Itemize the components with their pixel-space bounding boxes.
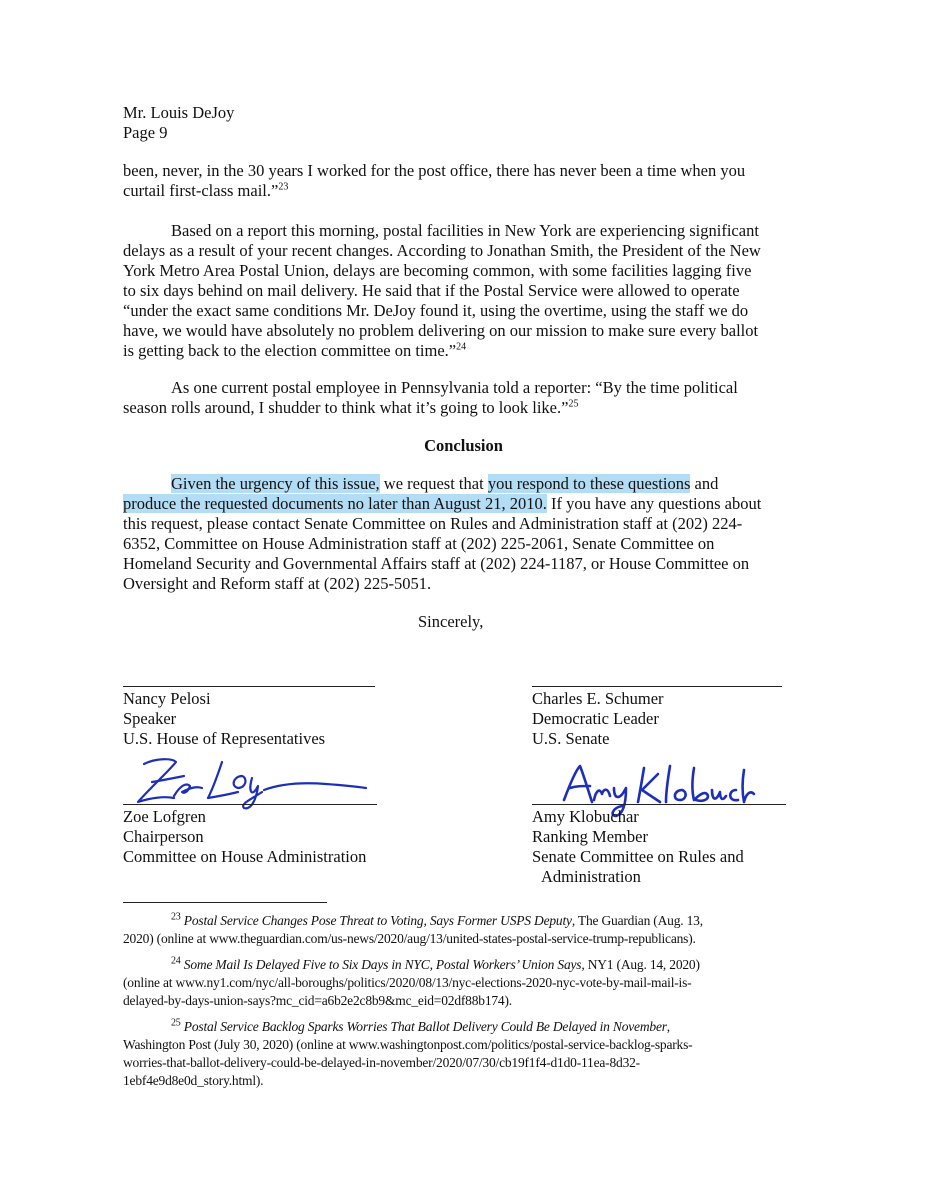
footnote-25-line-2: Washington Post (July 30, 2020) (online at www.washingtonpost.com/politics/postal-service-backlog-sparks-: [123, 1037, 693, 1052]
highlight-deadline[interactable]: produce the requested documents no later than August 21, 2010.: [123, 494, 547, 513]
klobuchar-title: Ranking Member: [532, 827, 648, 846]
footnote-ref-25: 25: [568, 398, 579, 410]
conclusion-text-1b: we request that: [379, 474, 488, 493]
footnote-24-line-2: (online at www.ny1.com/nyc/all-boroughs/politics/2020/08/13/nyc-elections-2020-nyc-vote-by-mail-mail-is-: [123, 975, 692, 990]
p2-line-7-text: is getting back to the election committee on time.”: [123, 341, 457, 360]
footnote-ref-23: 23: [278, 181, 289, 193]
klobuchar-name: Amy Klobuchar: [532, 807, 639, 826]
signature-line-pelosi: [123, 686, 375, 687]
highlight-urgency[interactable]: Given the urgency of this issue,: [171, 474, 380, 493]
conclusion-line-1: [171, 474, 718, 494]
conclusion-line-2: [123, 494, 761, 514]
footnote-25-line-3: worries-that-ballot-delivery-could-be-delayed-in-november/2020/07/30/cb19f1f4-d1d0-11ea-8d32-: [123, 1055, 640, 1070]
conclusion-line-3: this request, please contact Senate Committee on Rules and Administration staff at (202) 224-: [123, 514, 743, 533]
p2-line-1: Based on a report this morning, postal facilities in New York are experiencing significant: [171, 221, 759, 240]
p1-line-1: been, never, in the 30 years I worked for the post office, there has never been a time when you: [123, 161, 746, 180]
footnote-25-line-4: 1ebf4e9d8e0d_story.html).: [123, 1073, 264, 1088]
p2-line-2: delays as a result of your recent changes. According to Jonathan Smith, the President of the New: [123, 241, 761, 260]
footnote-23-source: , The Guardian (Aug. 13,: [571, 913, 703, 928]
schumer-org: U.S. Senate: [532, 729, 610, 748]
footnote-24-line-1: [171, 956, 700, 973]
footnote-24-source: NY1 (Aug. 14, 2020): [584, 957, 700, 972]
klobuchar-org-2: Administration: [541, 867, 641, 886]
pelosi-name: Nancy Pelosi: [123, 689, 211, 708]
p3-line-1: As one current postal employee in Pennsylvania told a reporter: “By the time political: [171, 378, 738, 397]
footnote-25-title: Postal Service Backlog Sparks Worries That Ballot Delivery Could Be Delayed in November: [183, 1019, 667, 1034]
highlight-respond[interactable]: you respond to these questions: [487, 474, 691, 493]
footnote-25-line-1: [171, 1018, 670, 1035]
signature-line-schumer: [532, 686, 782, 687]
klobuchar-org-1: Senate Committee on Rules and: [532, 847, 744, 866]
recipient-name: Mr. Louis DeJoy: [123, 103, 235, 122]
conclusion-text-2b: If you have any questions about: [546, 494, 762, 513]
p2-line-7: [123, 341, 466, 361]
p2-line-6: have, we would have absolutely no problem delivering on our mission to make sure every ballot: [123, 321, 759, 340]
footnote-24-line-3: delayed-by-days-union-says?mc_cid=a6b2e2c8b9&mc_eid=02df88b174).: [123, 993, 512, 1008]
pelosi-title: Speaker: [123, 709, 177, 728]
conclusion-text-1d: and: [690, 474, 719, 493]
p2-line-4: to six days behind on mail delivery. He said that if the Postal Service were allowed to operate: [123, 281, 740, 300]
signature-line-klobuchar: [532, 804, 786, 805]
p1-line-2: [123, 181, 288, 201]
conclusion-line-4: 6352, Committee on House Administration staff at (202) 225-2061, Senate Committee on: [123, 534, 715, 553]
footnote-24-number: 24: [171, 955, 181, 967]
p2-line-3: York Metro Area Postal Union, delays are becoming common, with some facilities lagging five: [123, 261, 752, 280]
p3-line-2: [123, 398, 578, 418]
pelosi-org: U.S. House of Representatives: [123, 729, 326, 748]
lofgren-name: Zoe Lofgren: [123, 807, 206, 826]
page-number: Page 9: [123, 123, 168, 142]
signature-line-lofgren: [123, 804, 377, 805]
schumer-title: Democratic Leader: [532, 709, 659, 728]
footnote-23-number: 23: [171, 911, 181, 923]
footnote-23-title: Postal Service Changes Pose Threat to Voting, Says Former USPS Deputy: [183, 913, 572, 928]
footnote-separator: [123, 902, 327, 903]
conclusion-line-6: Oversight and Reform staff at (202) 225-5051.: [123, 574, 432, 593]
lofgren-org: Committee on House Administration: [123, 847, 367, 866]
lofgren-title: Chairperson: [123, 827, 204, 846]
footnote-23-line-1: [171, 912, 703, 929]
footnote-25-number: 25: [171, 1017, 181, 1029]
closing: Sincerely,: [418, 612, 484, 631]
schumer-name: Charles E. Schumer: [532, 689, 664, 708]
footnote-23-line-2: 2020) (online at www.theguardian.com/us-news/2020/aug/13/united-states-postal-service-trump-republicans).: [123, 931, 696, 946]
conclusion-heading: Conclusion: [424, 436, 503, 455]
conclusion-line-5: Homeland Security and Governmental Affairs staff at (202) 224-1187, or House Committee on: [123, 554, 750, 573]
footnote-25-source: ,: [666, 1019, 670, 1034]
p2-line-5: “under the exact same conditions Mr. DeJoy found it, using the overtime, using the staff we do: [123, 301, 749, 320]
p1-line-2-text: curtail first-class mail.”: [123, 181, 279, 200]
footnote-ref-24: 24: [456, 341, 467, 353]
footnote-24-title: Some Mail Is Delayed Five to Six Days in NYC, Postal Workers’ Union Says,: [183, 957, 585, 972]
p3-line-2-text: season rolls around, I shudder to think what it’s going to look like.”: [123, 398, 569, 417]
